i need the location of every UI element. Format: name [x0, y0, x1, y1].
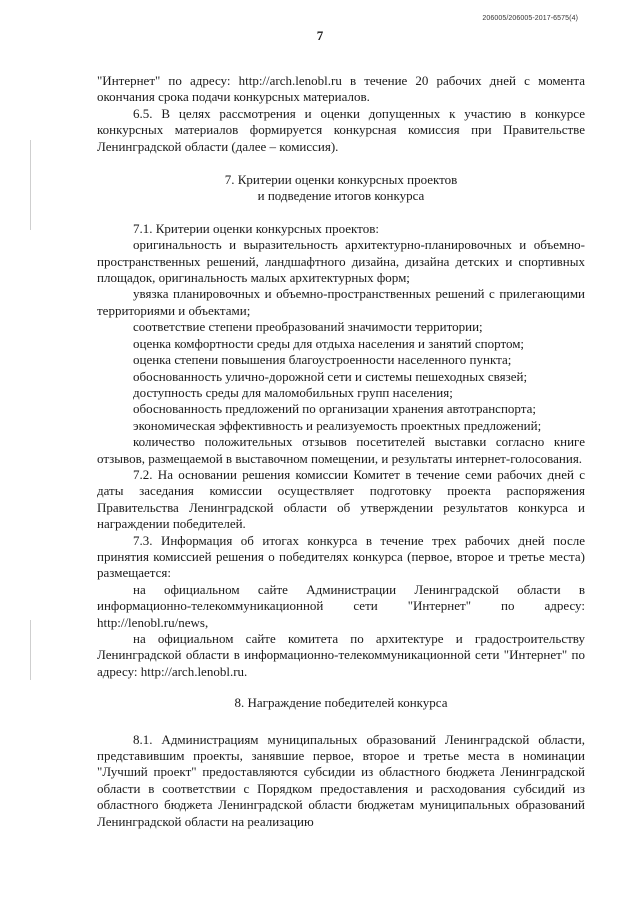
paragraph-7-2: 7.2. На основании решения комиссии Комитет в течение семи рабочих дней с даты заседания комиссии осуществляет подготовку проекта распоряжения Правительства Ленинградской области об утверждении результатов конкурса и награждении победителей.	[97, 466, 585, 532]
criterion-item: соответствие степени преобразований значимости территории;	[133, 319, 483, 335]
paragraph-7-3-b: на официальном сайте комитета по архитектуре и градостроительству Ленинградской области в информационно-телекоммуникационной сети "Интернет" по адресу: http://arch.lenobl.ru.	[97, 631, 585, 679]
criterion-item: увязка планировочных и объемно-пространственных решений с прилегающими территориями и объектами;	[97, 286, 585, 318]
paragraph-7-1: 7.1. Критерии оценки конкурсных проектов:	[133, 220, 379, 236]
paragraph-7-3-a: на официальном сайте Администрации Ленинградской области в информационно-телекоммуникационной сети "Интернет" по адресу: http://lenobl.ru/news,	[97, 581, 585, 630]
section-8-title: 8. Награждение победителей конкурса	[234, 695, 448, 711]
paragraph-6-5: 6.5. В целях рассмотрения и оценки допущенных к участию в конкурсе конкурсных материалов формируется конкурсная комиссия при Правительстве Ленинградской области (далее – комиссия).	[97, 105, 585, 154]
criterion-item: обоснованность предложений по организации хранения автотранспорта;	[133, 401, 536, 417]
criterion-item: обоснованность улично-дорожной сети и системы пешеходных связей;	[133, 368, 528, 384]
paragraph-7-3: 7.3. Информация об итогах конкурса в течение трех рабочих дней после принятия комиссией решения о победителях конкурса (первое, второе и третье места) размещается:	[97, 532, 585, 581]
criterion-item: оценка комфортности среды для отдыха населения и занятий спортом;	[133, 335, 525, 351]
paragraph-intro: "Интернет" по адресу: http://arch.lenobl.ru в течение 20 рабочих дней с момента окончания срока подачи конкурсных материалов.	[97, 73, 585, 105]
section-7-title-line1: 7. Критерии оценки конкурсных проектов	[224, 172, 458, 188]
criterion-item: оригинальность и выразительность архитектурно-планировочных и объемно-пространственных решений, ландшафтного дизайна, дизайна детских и спортивных площадок, оригинальность малых архитектурных форм;	[97, 237, 585, 286]
criterion-item: количество положительных отзывов посетителей выставки согласно книге отзывов, размещаемой в выставочном помещении, и результаты интернет-голосования.	[97, 434, 585, 466]
criterion-item: доступность среды для маломобильных групп населения;	[133, 384, 453, 400]
section-7-title-line2: и подведение итогов конкурса	[257, 188, 425, 204]
criterion-item: экономическая эффективность и реализуемость проектных предложений;	[133, 417, 542, 433]
criterion-item: оценка степени повышения благоустроенности населенного пункта;	[133, 352, 512, 368]
document-id: 206005/206005-2017-6575(4)	[482, 15, 578, 22]
scan-mark	[30, 620, 31, 680]
page-number: 7	[316, 28, 324, 43]
paragraph-8-1: 8.1. Администрациям муниципальных образований Ленинградской области, представившим проекты, занявшие первое, второе и третье места в номинации "Лучший проект" предоставляются субсидии из областного бюджета Ленинградской области в соответствии с Порядком предоставления и расходования субсидий из областного бюджета Ленинградской области бюджетам муниципальных образований Ленинградской области на реализацию	[97, 731, 585, 829]
document-body	[97, 73, 585, 830]
scan-mark	[30, 140, 31, 230]
